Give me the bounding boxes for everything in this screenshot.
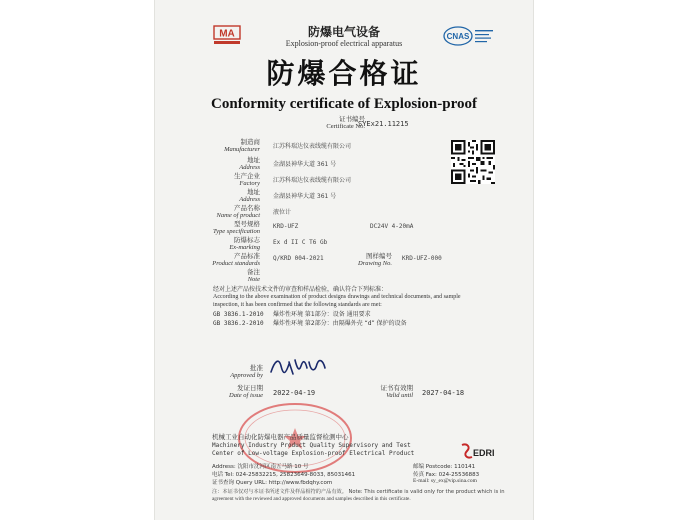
footer-fax: 传真 Fax: 024-25536883 — [413, 472, 480, 478]
approved-label: 批准 Approved by — [230, 364, 263, 379]
manufacturer-value: 江苏科瑞达仪表线缆有限公司 — [273, 143, 352, 150]
type-value: KRD-UFZ — [273, 223, 299, 230]
exmark-label: 防爆标志 Ex-marking — [229, 236, 260, 251]
product-value: 液位计 — [273, 209, 292, 216]
cnas-logo-icon — [443, 25, 495, 47]
type-value-2: DC24V 4-20mA — [370, 223, 414, 230]
footer-tel: 电话 Tel: 024-25832215, 25823649-8033, 85031461 — [212, 472, 356, 478]
certificate-paper — [155, 0, 533, 520]
address2-value: 金湖县神华大道 361 号 — [273, 193, 337, 200]
sedri-logo-icon — [459, 441, 501, 463]
svg-text:EDRI: EDRI — [473, 448, 495, 458]
standards-label: 产品标准 Product standards — [212, 252, 260, 267]
qr-code-icon — [451, 140, 495, 184]
header-en: Explosion-proof electrical apparatus — [285, 39, 403, 48]
standards-value: Q/KRD 004-2021 — [273, 255, 324, 262]
certificate-no-value: SYEx21.11215 — [358, 120, 409, 128]
address1-value: 金湖县神华大道 361 号 — [273, 161, 337, 168]
footer-address: Address: 沈阳市沈河区南五马路 10 号 — [212, 464, 309, 470]
header-cn: 防爆电气设备 — [307, 25, 380, 39]
title-en: Conformity certificate of Explosion-proof — [211, 96, 477, 112]
type-label: 型号规格 Type specification — [213, 220, 260, 235]
footer-org-en-2: Center of Low-voltage Explosion-proof Electrical Product — [212, 450, 415, 457]
footer-note-2: agreement with the reviewed and approved documents and samples described in this certificate. — [212, 496, 411, 502]
certificate-no-label: 证书编号 Certificate No. — [326, 115, 365, 130]
product-label: 产品名称 Name of product — [216, 204, 260, 219]
footer-email: E-mail: sy_ex@vip.sina.com — [413, 478, 477, 484]
address2-label: 地址 Address — [239, 188, 260, 203]
footer-org-cn: 机械工业自动化防爆电器产品质量监督检测中心 — [212, 433, 349, 441]
address1-label: 地址 Address — [239, 156, 260, 171]
drawing-label: 图样编号 Drawing No. — [358, 252, 392, 267]
issue-date-value: 2022-04-19 — [273, 389, 316, 397]
footer-query: 证书查询 Query URL: http://www.fbdqhy.com — [212, 480, 333, 486]
standard-2-code: GB 3836.2-2010 — [213, 320, 264, 327]
footer-note-1: 注：本证书仅对与本证书所述文件及样品相符的产品有效。 Note: This certificate is valid only for the product which is in — [212, 489, 505, 495]
svg-text:CNAS: CNAS — [446, 32, 470, 41]
drawing-value: KRD-UFZ-000 — [402, 255, 442, 262]
valid-until-label: 证书有效期 Valid until — [380, 384, 413, 399]
statement-en-2: inspection, it has been confirmed that the following standards are met: — [213, 302, 382, 308]
signature-icon — [267, 354, 329, 380]
footer-postcode: 邮编 Postcode: 110141 — [413, 464, 476, 470]
statement-en-1: According to the above examination of product designs drawings and technical documents, and sample — [213, 294, 461, 300]
standard-2-text: 爆炸性环境 第2部分：由隔爆外壳 “d” 保护的设备 — [273, 320, 407, 327]
footer-org-en-1: Machinery Industry Product Quality Supervisory and Test — [212, 442, 411, 449]
svg-text:MA: MA — [219, 28, 235, 40]
statement-cn: 经对上述产品按技术文件的审查和样品检验，确认符合下列标准： — [213, 286, 388, 293]
standard-1-code: GB 3836.1-2010 — [213, 311, 264, 318]
issue-date-label: 发证日期 Date of issue — [229, 384, 263, 399]
standard-1-text: 爆炸性环境 第1部分：设备 通用要求 — [273, 311, 371, 318]
valid-until-value: 2027-04-18 — [422, 389, 465, 397]
factory-label: 生产企业 Factory — [234, 172, 260, 187]
note-label: 备注 Note — [247, 268, 260, 283]
exmark-value: Ex d II C T6 Gb — [273, 239, 328, 246]
factory-value: 江苏科瑞达仪表线缆有限公司 — [273, 177, 352, 184]
manufacturer-label: 制造商 Manufacturer — [224, 138, 260, 153]
title-cn: 防爆合格证 — [266, 57, 422, 90]
